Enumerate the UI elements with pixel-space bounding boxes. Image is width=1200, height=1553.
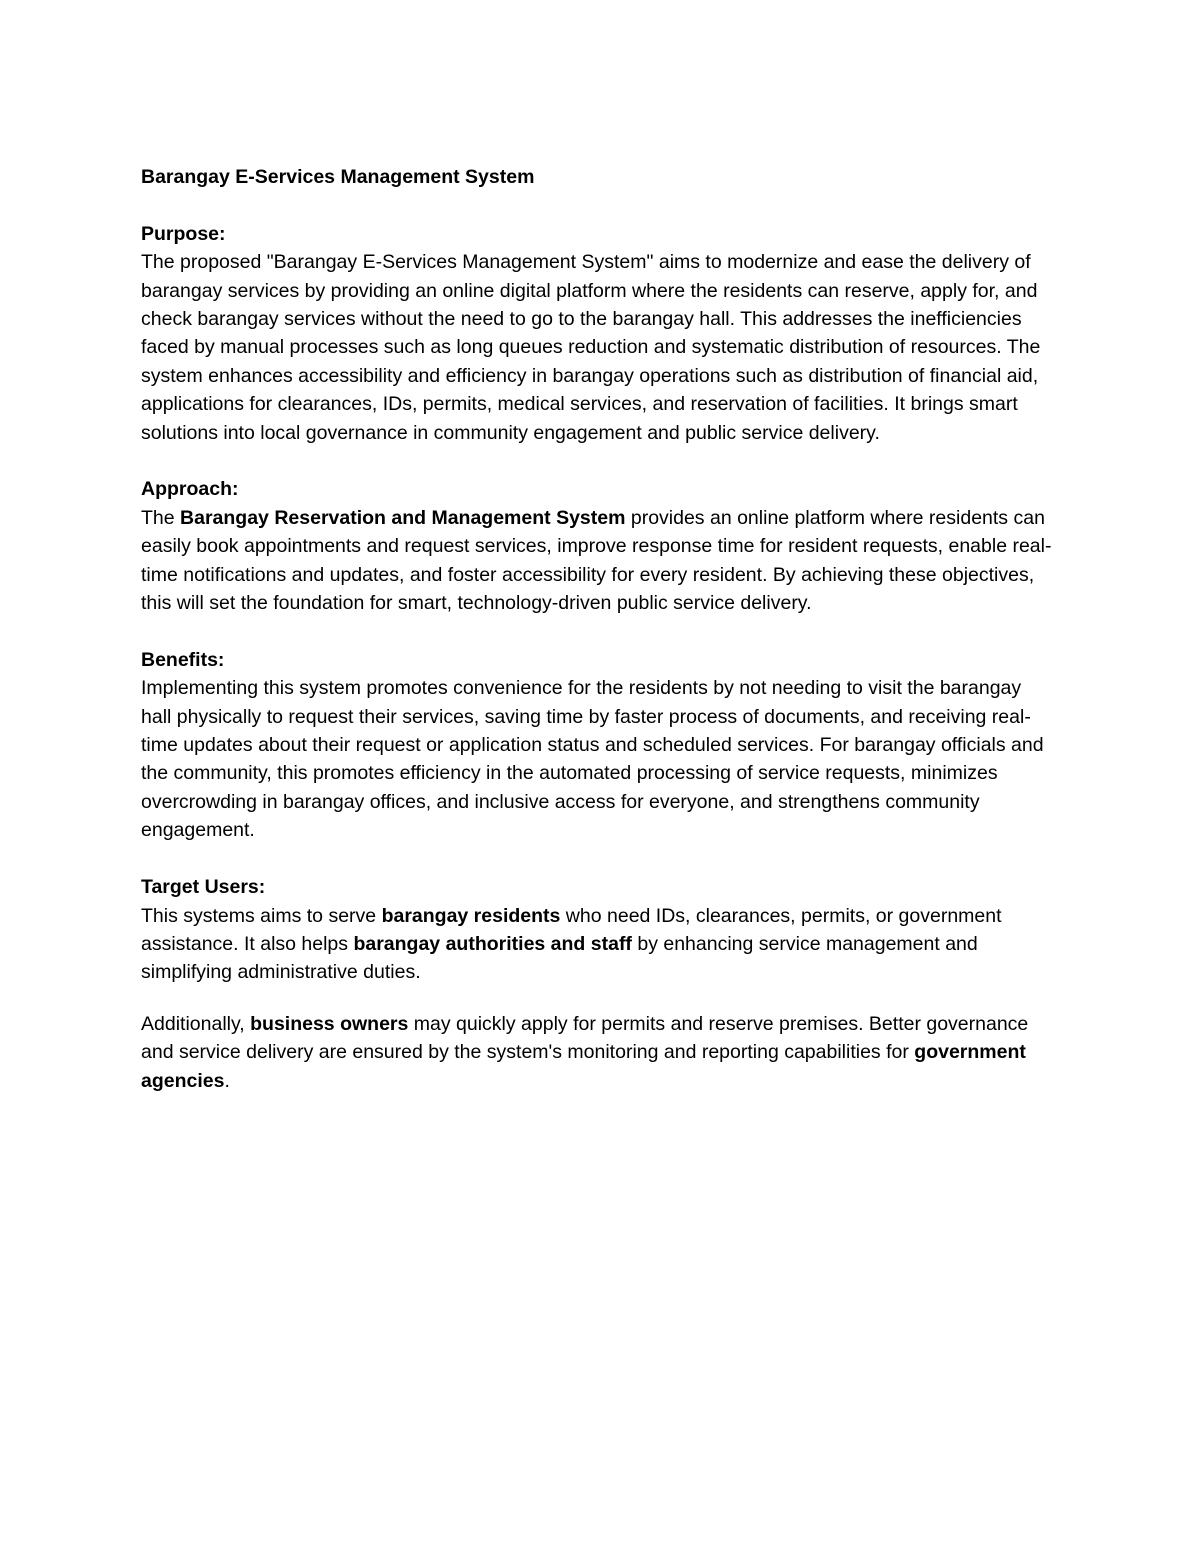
approach-heading: Approach: <box>141 478 239 501</box>
target-users-p1-c: by enhancing service management and simplifying administrative duties. <box>141 932 978 984</box>
target-users-business-owners: business owners <box>250 1012 409 1035</box>
target-users-p2-c: . <box>224 1069 230 1092</box>
purpose-paragraph: The proposed "Barangay E-Services Management System" aims to modernize and ease the delivery of barangay services by providing an online digital platform where the residents can reserve, apply for, and check barangay services without the need to go to the barangay hall. This addresses the inefficiencies faced by manual processes such as long queues reduction and systematic distribution of resources. The system enhances accessibility and efficiency in barangay operations such as distribution of financial aid, applications for clearances, IDs, permits, medical services, and reservation of facilities. It brings smart solutions into local governance in community engagement and public service delivery. <box>141 251 1041 444</box>
approach-text-before: The <box>141 506 181 529</box>
benefits-heading: Benefits: <box>141 648 225 671</box>
target-users-paragraph-1 <box>141 902 1053 987</box>
target-users-p2-b: may quickly apply for permits and reserve premises. Better governance and service delivery are ensured by the system's monitoring and reporting capabilities for <box>141 1012 1029 1064</box>
approach-system-name: Barangay Reservation and Management System <box>180 506 626 529</box>
target-users-p1-b: who need IDs, clearances, permits, or government assistance. It also helps <box>141 904 1002 955</box>
target-users-paragraph-2 <box>141 1010 1053 1095</box>
target-users-p2-a: Additionally, <box>141 1012 251 1035</box>
document-title: Barangay E-Services Management System <box>141 166 535 188</box>
approach-text-after: provides an online platform where residents can easily book appointments and request services, improve response time for resident requests, enable real-time notifications and updates, and foster accessibility for every resident. By achieving these objectives, this will set the foundation for smart, technology-driven public service delivery. <box>141 506 1052 615</box>
target-users-p1-a: This systems aims to serve <box>141 904 382 927</box>
document-page <box>141 163 1053 1095</box>
target-users-heading: Target Users: <box>141 876 266 899</box>
approach-paragraph <box>141 504 1053 618</box>
target-users-government-agencies: government agencies <box>141 1041 1026 1092</box>
benefits-paragraph: Implementing this system promotes convenience for the residents by not needing to visit the barangay hall physically to request their services, saving time by faster process of documents, and receiving real-time updates about their request or application status and scheduled services. For barangay officials and the community, this promotes efficiency in the automated processing of service requests, minimizes overcrowding in barangay offices, and inclusive access for everyone, and strengthens community engagement. <box>141 677 1044 842</box>
target-users-authorities: barangay authorities and staff <box>353 932 632 955</box>
purpose-heading: Purpose: <box>141 222 226 245</box>
target-users-residents: barangay residents <box>381 904 561 927</box>
